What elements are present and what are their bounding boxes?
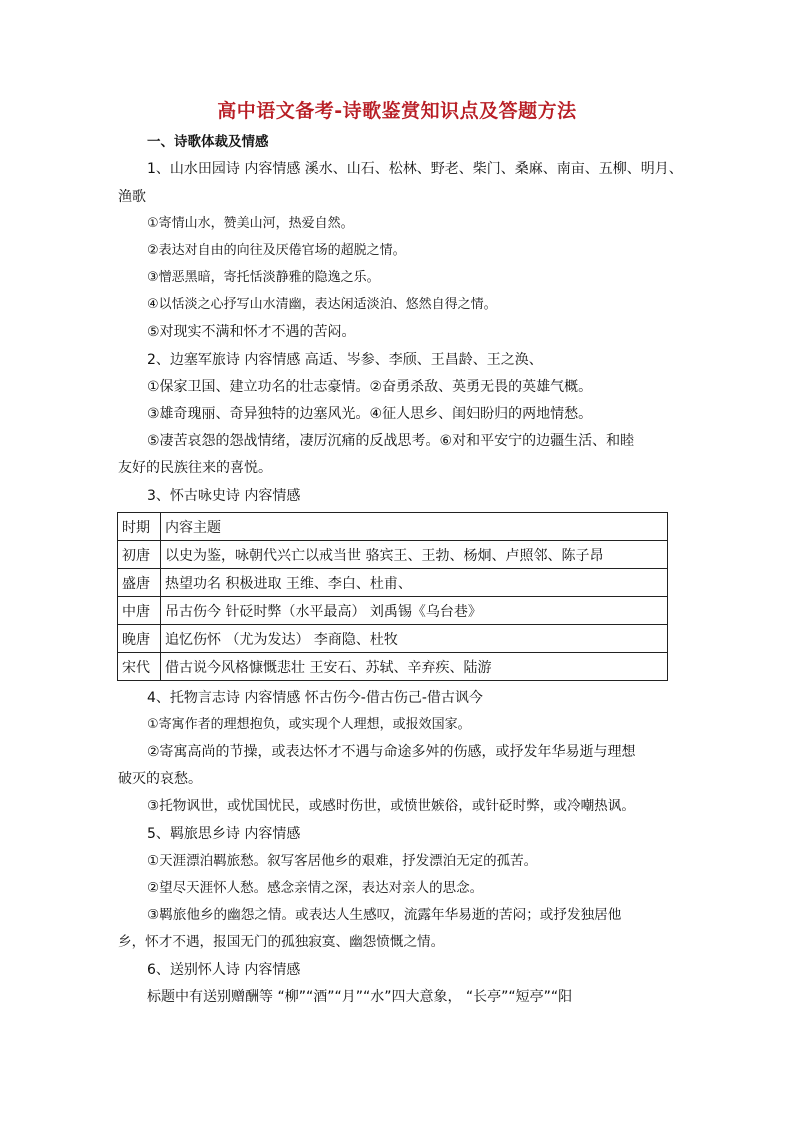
table-row bbox=[118, 597, 668, 625]
table-row bbox=[118, 653, 668, 681]
list-item: ③雄奇瑰丽、奇异独特的边塞风光。④征人思乡、闺妇盼归的两地情愁。 bbox=[147, 406, 593, 422]
table-cell-theme: 以史为鉴，咏朝代兴亡以戒当世 骆宾王、王勃、杨炯、卢照邻、陈子昂 bbox=[161, 541, 668, 569]
table-row bbox=[118, 625, 668, 653]
table-header-cell: 内容主题 bbox=[161, 513, 668, 541]
table-cell-theme: 吊古伤今 针砭时弊（水平最高） 刘禹锡《乌台巷》 bbox=[161, 597, 668, 625]
table-cell-period: 晚唐 bbox=[118, 625, 161, 653]
era-table bbox=[117, 512, 668, 681]
p6-text: 标题中有送别赠酬等 “柳”“酒”“月”“水”四大意象， “长亭”“短亭”“阳 bbox=[147, 989, 573, 1005]
table-cell-period: 中唐 bbox=[118, 597, 161, 625]
list-item: ①寄寓作者的理想抱负，或实现个人理想，或报效国家。 bbox=[147, 717, 471, 732]
table-cell-period: 盛唐 bbox=[118, 569, 161, 597]
p4-continuation: 破灭的哀愁。 bbox=[118, 771, 202, 787]
table-cell-theme: 追忆伤怀 （尤为发达） 李商隐、杜牧 bbox=[161, 625, 668, 653]
section-heading: 一、诗歌体裁及情感 bbox=[147, 134, 269, 150]
table-header-row bbox=[118, 513, 668, 541]
p6-heading: 6、送别怀人诗 内容情感 bbox=[147, 962, 301, 978]
p2-heading: 2、边塞军旅诗 内容情感 高适、岑参、李颀、王昌龄、王之涣、 bbox=[147, 352, 543, 368]
p4-heading: 4、托物言志诗 内容情感 怀古伤今-借古伤己-借古讽今 bbox=[147, 690, 483, 706]
p2-continuation: 友好的民族往来的喜悦。 bbox=[118, 460, 272, 476]
table-row bbox=[118, 569, 668, 597]
list-item: ③羁旅他乡的幽怨之情。或表达人生感叹，流露年华易逝的苦闷；或抒发独居他 bbox=[147, 907, 622, 923]
table-header-cell: 时期 bbox=[118, 513, 161, 541]
list-item: ③托物讽世，或忧国忧民，或感时伤世，或愤世嫉俗，或针砭时弊，或冷嘲热讽。 bbox=[147, 798, 635, 814]
list-item: ⑤对现实不满和怀才不遇的苦闷。 bbox=[147, 324, 356, 340]
list-item: ③憎恶黑暗，寄托恬淡静雅的隐逸之乐。 bbox=[147, 270, 380, 285]
p1-heading: 1、山水田园诗 内容情感 溪水、山石、松林、野老、柴门、桑麻、南亩、五柳、明月、 bbox=[147, 161, 683, 177]
p3-heading: 3、怀古咏史诗 内容情感 bbox=[147, 488, 301, 504]
p1-continuation: 渔歌 bbox=[118, 189, 146, 205]
list-item: ②表达对自由的向往及厌倦官场的超脱之情。 bbox=[147, 243, 406, 258]
page-title: 高中语文备考-诗歌鉴赏知识点及答题方法 bbox=[217, 100, 577, 122]
table-row bbox=[118, 541, 668, 569]
table-cell-theme: 借古说今风格慷慨悲壮 王安石、苏轼、辛弃疾、陆游 bbox=[161, 653, 668, 681]
p5-heading: 5、羁旅思乡诗 内容情感 bbox=[147, 826, 301, 842]
p5-continuation: 乡，怀才不遇，报国无门的孤独寂寞、幽怨愤慨之情。 bbox=[118, 934, 445, 950]
list-item: ②望尽天涯怀人愁。感念亲情之深，表达对亲人的思念。 bbox=[147, 880, 484, 896]
table-cell-theme: 热望功名 积极进取 王维、李白、杜甫、 bbox=[161, 569, 668, 597]
table-cell-period: 宋代 bbox=[118, 653, 161, 681]
list-item: ②寄寓高尚的节操，或表达怀才不遇与命途多舛的伤感，或抒发年华易逝与理想 bbox=[147, 744, 636, 760]
table-cell-period: 初唐 bbox=[118, 541, 161, 569]
list-item: ①寄情山水，赞美山河，热爱自然。 bbox=[147, 216, 354, 231]
list-item: ①天涯漂泊羁旅愁。叙写客居他乡的艰难，抒发漂泊无定的孤苦。 bbox=[147, 853, 538, 869]
list-item: ⑤凄苦哀怨的怨战情绪，凄厉沉痛的反战思考。⑥对和平安宁的边疆生活、和睦 bbox=[147, 433, 635, 449]
list-item: ④以恬淡之心抒写山水清幽，表达闲适淡泊、悠然自得之情。 bbox=[147, 297, 497, 312]
list-item: ①保家卫国、建立功名的壮志豪情。②奋勇杀敌、英勇无畏的英雄气概。 bbox=[147, 379, 593, 395]
